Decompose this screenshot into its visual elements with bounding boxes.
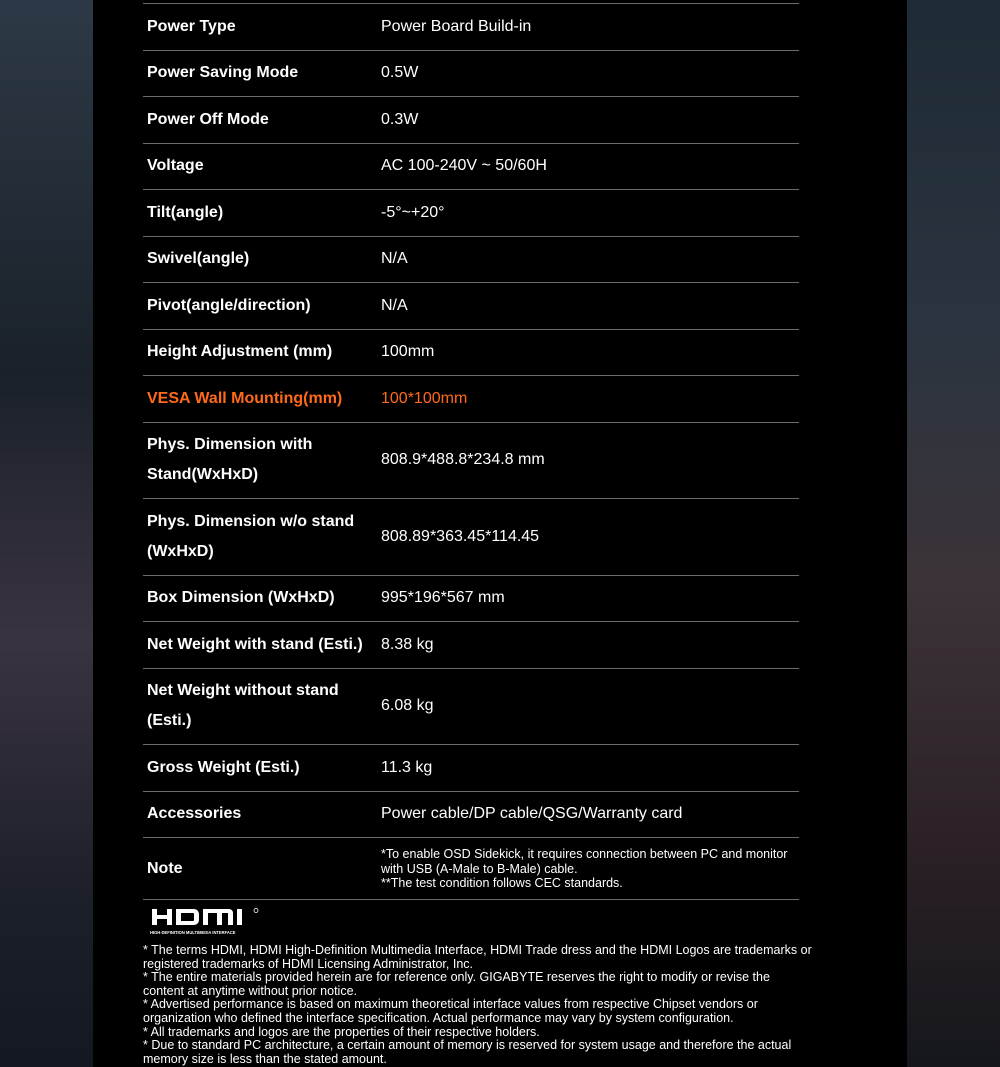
spec-row-height-adjustment [143,329,799,376]
spec-value: 11.3 kg [381,758,433,776]
spec-value: 100mm [381,343,435,361]
spec-row-power-saving-mode [143,50,799,97]
spec-label: VESA Wall Mounting(mm) [147,389,343,407]
hdmi-logo-letters [152,909,258,926]
spec-label: Height Adjustment (mm) [147,343,333,361]
spec-label: Voltage [147,157,204,175]
spec-label: Power Saving Mode [147,64,299,82]
spec-label: Pivot(angle/direction) [147,296,311,314]
spec-value: Power cable/DP cable/QSG/Warranty card [381,805,683,823]
background-right-panel [907,0,1000,1067]
spec-row-vesa-wall-mounting [143,375,799,422]
spec-row-gross-weight [143,744,799,791]
spec-row-voltage [143,143,799,190]
spec-value: 6.08 kg [381,697,434,715]
spec-row-accessories [143,791,799,838]
spec-value: N/A [381,296,408,314]
footnote-performance: * Advertised performance is based on maximum theoretical interface values from respective Chipset vendors or organization who defined the interface specification. Actual performance may vary by system configuration. [143,997,758,1025]
spec-row-note [143,837,799,900]
spec-value: -5°~+20° [381,203,445,221]
spec-label: Phys. Dimension with Stand(WxHxD) [147,436,313,484]
spec-label: Gross Weight (Esti.) [147,758,300,776]
spec-label: Accessories [147,805,242,823]
spec-row-swivel [143,236,799,283]
spec-label: Net Weight with stand (Esti.) [147,635,363,653]
spec-label: Power Off Mode [147,110,269,128]
spec-label: Phys. Dimension w/o stand (WxHxD) [147,512,355,560]
footnote-hdmi-trademark: * The terms HDMI, HDMI High-Definition Multimedia Interface, HDMI Trade dress and the HDMI Logos are trademarks or registered trademarks of HDMI Licensing Administrator, Inc. [143,943,812,971]
spec-value: 808.89*363.45*114.45 [381,527,540,545]
spec-page [93,0,907,1067]
spec-value: 995*196*567 mm [381,589,505,607]
spec-value: 808.9*488.8*234.8 mm [381,451,545,469]
spec-label: Tilt(angle) [147,203,224,221]
spec-value: 100*100mm [381,389,468,407]
spec-row-net-weight-with-stand [143,621,799,668]
note-text [381,846,799,891]
spec-row-dimension-without-stand [143,498,799,575]
spec-value: 0.5W [381,64,419,82]
hdmi-tagline: HIGH-DEFINITION MULTIMEDIA INTERFACE [150,930,236,935]
footnote-reference: * The entire materials provided herein are for reference only. GIGABYTE reserves the right to modify or revise the content at anytime without prior notice. [143,970,770,998]
spec-row-pivot [143,282,799,329]
spec-value: AC 100-240V ~ 50/60H [381,157,547,175]
footnote-memory: * Due to standard PC architecture, a certain amount of memory is reserved for system usage and therefore the actual memory size is less than the stated amount. [143,1038,792,1066]
spec-table [143,0,799,900]
background-left-panel [0,0,93,1067]
spec-row-net-weight-without-stand [143,668,799,745]
spec-value: N/A [381,250,408,268]
spec-label: Swivel(angle) [147,250,250,268]
hdmi-logo [150,907,270,937]
spec-row-power-type [143,3,799,50]
footnotes [143,944,813,1066]
spec-row-dimension-with-stand [143,422,799,499]
spec-row-power-off-mode [143,96,799,143]
spec-label: Box Dimension (WxHxD) [147,589,335,607]
note-line-cec: **The test condition follows CEC standards. [381,876,623,891]
spec-value: 0.3W [381,110,419,128]
spec-row-tilt [143,189,799,236]
spec-label: Power Type [147,17,236,35]
footnote-trademarks: * All trademarks and logos are the properties of their respective holders. [143,1024,540,1039]
spec-value: Power Board Build-in [381,17,532,35]
spec-label: Net Weight without stand (Esti.) [147,682,339,730]
spec-value: 8.38 kg [381,635,434,653]
note-line-osd: *To enable OSD Sidekick, it requires connection between PC and monitor with USB (A-Male to B-Male) cable. [381,847,788,876]
spec-row-box-dimension [143,575,799,622]
spec-label: Note [147,859,183,877]
